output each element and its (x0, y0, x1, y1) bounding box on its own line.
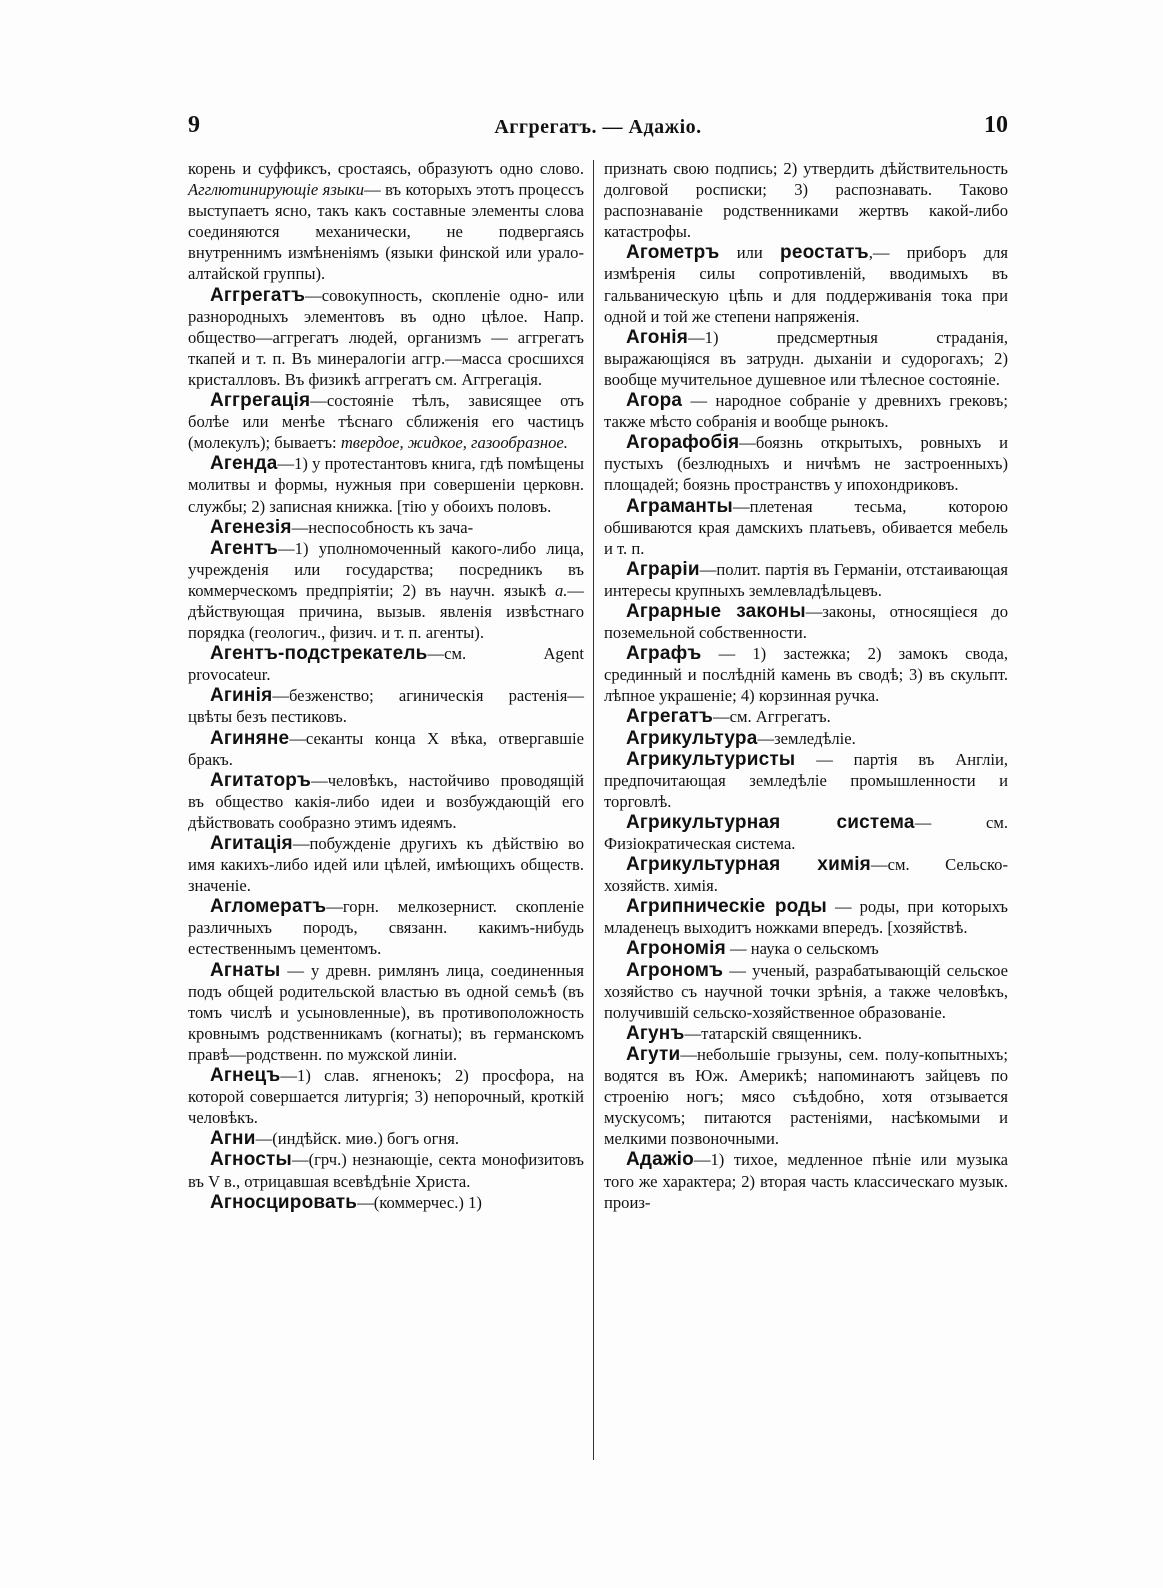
entry-definition: —см. Аггрегатъ. (713, 707, 831, 727)
entry-definition: корень и суффиксъ, сростаясь, образуютъ одно слово. (188, 159, 584, 178)
entry-definition: признать свою подпись; 2) утвердить дѣйствительность долговой росписки; 3) распознавать. Таково распознаваніе родственниками жертвъ какой-либо катастрофы. (604, 159, 1008, 242)
dictionary-entry (188, 770, 584, 833)
entry-headword: Агонія (626, 326, 689, 348)
entry-definition: —побужденіе другихъ къ дѣйствію во имя какихъ-либо идей или цѣлей, имѣющихъ общеcтв. значеніе. (188, 834, 584, 896)
entry-definition: — у древн. римлянъ лица, соединенныя подъ общей родительской властью въ одной семьѣ (въ томъ числѣ и усыновленные), въ противоположность кровнымъ родственникамъ (когнаты); въ германскомъ правѣ—родственн. по мужской линіи. (188, 960, 584, 1064)
dictionary-entry (604, 960, 1008, 1023)
dictionary-entry (604, 706, 1008, 727)
dictionary-entry (604, 158, 1008, 242)
entry-italic-term: Агглютинирующіе языки (188, 180, 365, 200)
dictionary-entry (604, 854, 1008, 896)
dictionary-entry (604, 1023, 1008, 1044)
entry-definition: —полит. партія въ Германіи, отстаивающая интересы крупныхъ землевладѣльцевъ. (604, 559, 1008, 600)
entry-definition: —земледѣліе. (757, 728, 856, 748)
right-column (604, 158, 1008, 1213)
entry-headword: Агносты (210, 1149, 292, 1171)
entry-definition: —(коммерчес.) 1) (357, 1192, 482, 1212)
dictionary-entry (604, 728, 1008, 749)
entry-definition: —см. Agent provocateur. (188, 644, 584, 685)
dictionary-entry (604, 559, 1008, 601)
dictionary-entry (604, 896, 1008, 938)
entry-italic-term: а. (554, 580, 568, 600)
entry-definition: —законы, относящіеся до поземельной собственности. (604, 601, 1008, 643)
entry-definition: —состояніе тѣлъ, зависящее отъ болѣе или менѣе тѣснаго сближенія его частицъ (молекулъ); бываетъ: (188, 391, 584, 453)
entry-headword: Агломератъ (210, 896, 327, 918)
page-number-right: 10 (984, 112, 1008, 138)
entry-definition: —человѣкъ, настойчиво проводящій въ общество какія-либо идеи и возбуждающій его дѣйствовать сообразно этимъ идеямъ. (188, 770, 584, 832)
entry-headword: Аггрегатъ (210, 284, 306, 306)
entry-headword: Агитація (210, 833, 293, 854)
dictionary-entry (604, 601, 1008, 643)
entry-definition: — ученый, разрабатывающій сельское хозяйство съ научной точки зрѣнія, а также человѣкъ, получившій сельско-хозяйственное образованіе. (604, 960, 1008, 1022)
entry-headword: Агни (210, 1128, 256, 1150)
dictionary-entry (604, 812, 1008, 854)
entry-definition: —совокупность, скопленіе одно- или разнородныхъ элементовъ въ одно цѣлое. Напр. общество—аггрегатъ людей, организмъ — аггрегатъ ткапей и т. п. Въ минералогіи аггр.—масса сросшихся кристалловъ. Въ физикѣ аггрегатъ см. Аггрегація. (188, 285, 584, 389)
entry-definition: —татарскій священникъ. (684, 1023, 862, 1043)
dictionary-entry (188, 728, 584, 770)
entry-definition: —горн. мелкозернист. скопленіе различныхъ породъ, связанн. какимъ-нибудь естественнымъ цементомъ. (188, 897, 584, 959)
entry-headword: Агрегатъ (626, 706, 714, 728)
dictionary-entry (188, 517, 584, 538)
entry-definition: — народное собраніе у древнихъ грековъ; также мѣсто собранія и вообще рынокъ. (604, 391, 1008, 432)
entry-headword: Агенезія (210, 516, 292, 538)
entry-headword-alt: реостатъ (780, 242, 869, 264)
dictionary-entry (604, 749, 1008, 812)
entry-definition: —боязнь открытыхъ, ровныхъ и пустыхъ (безлюдныхъ и ничѣмъ не застроенныхъ) площадей; боязнь пространствъ у ипохондриковъ. (604, 433, 1008, 495)
entry-definition: —см. Сельско-хозяйств. химія. (604, 855, 1008, 896)
entry-headword: Агрикультурная система (626, 811, 915, 833)
dictionary-entry (604, 242, 1008, 326)
entry-definition: — партія въ Англіи, предпочитающая земледѣліе промышленности и торговлѣ. (604, 749, 1008, 811)
entry-headword: Агнаты (210, 959, 281, 981)
entry-headword: Агрикультура (626, 727, 758, 749)
dictionary-entry (188, 685, 584, 727)
entry-definition: —(индѣйск. миө.) богъ огня. (255, 1129, 460, 1149)
entry-headword: Аграрные законы (626, 600, 806, 622)
entry-definition: —безженство; агиническія растенія—цвѣты безъ пестиковъ. (188, 686, 584, 727)
dictionary-entry (604, 1044, 1008, 1149)
dictionary-entry (604, 390, 1008, 432)
entry-definition: —неспособность къ зача- (291, 517, 474, 537)
entry-headword: Агентъ-подстрекатель (210, 643, 428, 665)
entry-definition: ,— приборъ для измѣренія силы сопротивленій, вводимыхъ въ гальваническую цѣпь и для поддерживанія тока при одной и той же степени напряженія. (604, 243, 1008, 326)
entry-headword: Агути (626, 1043, 681, 1065)
entry-definition: —1) у протестантовъ книга, гдѣ помѣщены молитвы и формы, нужныя при совершеніи церковн. службы; 2) записная книжка. [тію у обоихъ половъ. (188, 454, 584, 516)
entry-headword: Агометръ (626, 242, 720, 264)
dictionary-entry (188, 896, 584, 959)
entry-headword: Агрономія (626, 938, 726, 960)
entry-definition: —1) тихое, медленное пѣніе или музыка того же характера; 2) вторая часть классическаго музык. произ- (604, 1150, 1008, 1212)
dictionary-entry (188, 158, 584, 285)
entry-definition-tail: —дѣйствующая причина, вызыв. явленія извѣстнаго порядка (геологич., физич. и т. п. агенты). (188, 580, 584, 643)
dictionary-entry (188, 1128, 584, 1149)
entry-definition: —секанты конца X вѣка, отвергавшіе бракъ. (188, 728, 584, 769)
column-divider (593, 160, 594, 1460)
entry-definition: —1) предсмертныя страданія, выражающіяся въ затрудн. дыханіи и судорогахъ; 2) вообще мучительное душевное или тѣлесное состояніе. (604, 327, 1008, 389)
entry-headword: Аггрегація (210, 390, 311, 412)
dictionary-entry (188, 538, 584, 643)
dictionary-entry (604, 496, 1008, 559)
dictionary-entry (604, 1149, 1008, 1212)
entry-headword: Адажіо (626, 1149, 694, 1171)
entry-definition: —плетеная тесьма, которою обшиваются края дамскихъ платьевъ, обивается мебель и т. п. (604, 496, 1008, 558)
entry-headword: Агунъ (626, 1022, 685, 1044)
entry-headword: Агора (626, 390, 683, 412)
entry-definition-tail: — въ которыхъ этотъ процессъ выступаетъ ясно, такъ какъ составные элементы слова соединяются механически, не подвергаясь внутреннимъ измѣненіямъ (языки финской или урало-алтайской группы). (188, 180, 584, 284)
entry-italic-term: твердое, жидкое, газообразное. (340, 433, 568, 453)
entry-headword: Агитаторъ (210, 769, 312, 791)
entry-headword: Аграманты (626, 495, 733, 517)
entry-headword: Аграфъ (626, 643, 702, 665)
entry-headword: Агиняне (210, 727, 290, 749)
running-title: Аггрегатъ. — Адажіо. (494, 116, 702, 138)
entry-headword: Агентъ (210, 537, 279, 559)
entry-headword: Агносцировать (210, 1191, 358, 1213)
dictionary-entry (188, 390, 584, 453)
dictionary-entry (604, 643, 1008, 706)
entry-definition: —1) слав. ягненокъ; 2) просфора, на которой совершается литургія; 3) непорочный, кроткій человѣкъ. (188, 1066, 584, 1128)
entry-definition: —1) уполномоченный какого-либо лица, учрежденія или государства; посредникъ въ коммерческомъ предпріятіи; 2) въ научн. языкѣ (188, 538, 584, 600)
entry-definition: — см. Физіократическая система. (604, 812, 1008, 853)
entry-definition: — наука о сельскомъ (725, 939, 879, 959)
dictionary-entry (188, 285, 584, 390)
entry-definition: — роды, при которыхъ младенецъ выходитъ ножками впередъ. [хозяйствѣ. (604, 897, 1008, 938)
entry-connector: или (719, 243, 781, 263)
page-header (188, 112, 1008, 148)
dictionary-entry (188, 1065, 584, 1128)
dictionary-entry (188, 960, 584, 1065)
left-column (188, 158, 584, 1213)
dictionary-entry (188, 1149, 584, 1191)
entry-headword: Агенда (210, 453, 278, 475)
entry-headword: Агорафобія (626, 432, 740, 454)
entry-headword: Агрипническіе роды (626, 896, 827, 918)
entry-definition: — 1) застежка; 2) замокъ свода, срединный и послѣдній камень въ сводѣ; 3) въ скульпт. лѣпное украшеніе; 4) корзинная ручка. (604, 644, 1008, 706)
entry-headword: Аграріи (626, 558, 700, 580)
dictionary-entry (188, 643, 584, 685)
dictionary-entry (604, 938, 1008, 959)
entry-definition: —небольшіе грызуны, сем. полу-копытныхъ; водятся въ Юж. Америкѣ; напоминаютъ зайцевъ по строенію ногъ; мясо съѣдобно, хотя отзывается мускусомъ; питаются растеніями, насѣкомыми и мелкими позвоночными. (604, 1044, 1008, 1149)
entry-headword: Агрикультурная химія (626, 854, 871, 876)
entry-headword: Агрономъ (626, 959, 724, 981)
entry-headword: Агрикультуристы (626, 748, 796, 770)
entry-headword: Агнецъ (210, 1065, 281, 1087)
page-number-left: 9 (188, 112, 200, 138)
dictionary-entry (188, 833, 584, 896)
dictionary-entry (188, 1192, 584, 1213)
entry-definition: —(грч.) незнающіе, секта монофизитовъ въ V в., отрицавшая всевѣдѣніе Христа. (188, 1150, 584, 1191)
dictionary-entry (604, 432, 1008, 495)
entry-headword: Агинія (210, 685, 273, 707)
dictionary-entry (604, 327, 1008, 390)
dictionary-entry (188, 453, 584, 516)
